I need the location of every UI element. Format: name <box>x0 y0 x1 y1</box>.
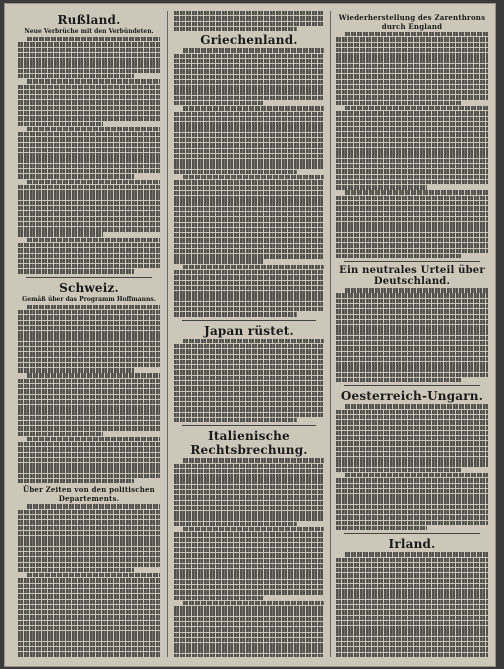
section-heading-neutrales-urteil: Ein neutrales Urteil über Deutschland. <box>339 265 485 288</box>
section-heading-schweiz: Schweiz. <box>59 280 119 295</box>
section-divider <box>344 533 480 534</box>
article-text <box>174 339 324 423</box>
section-heading-griechenland: Griechenland. <box>200 33 298 48</box>
article-text <box>18 305 160 484</box>
section-divider <box>182 425 316 426</box>
section-heading-oesterreich: Oesterreich-Ungarn. <box>340 389 484 404</box>
article-text <box>174 458 324 657</box>
section-subheading: Gemäß über das Programm Hoffmanns. <box>22 295 156 303</box>
column-1 <box>18 11 160 657</box>
article-text <box>336 32 488 258</box>
column-2 <box>174 11 324 657</box>
article-text <box>174 48 324 316</box>
column-rule <box>167 11 168 657</box>
article-text <box>174 11 324 31</box>
section-heading-departements: Über Zeiten von den politischen Departements. <box>23 485 155 504</box>
section-divider <box>182 320 316 321</box>
section-divider <box>344 385 480 386</box>
section-heading-russland: Rußland. <box>57 13 121 27</box>
article-text <box>18 504 160 657</box>
section-heading-japan: Japan rüstet. <box>204 323 294 338</box>
article-text <box>336 288 488 382</box>
column-3 <box>336 11 488 657</box>
column-rule <box>330 11 331 657</box>
article-text <box>336 404 488 530</box>
section-divider <box>344 261 480 262</box>
article-text <box>18 37 160 274</box>
section-subheading: Neue Verbrüche mit den Verbündeten. <box>24 28 154 35</box>
newspaper-page <box>4 3 496 667</box>
section-heading-italienische: Italienische Rechtsbrechung. <box>190 429 308 458</box>
section-divider <box>26 277 152 278</box>
article-text <box>336 552 488 657</box>
section-heading-zarenthron: Wiederherstellung des Zarenthrons durch England <box>338 13 486 31</box>
section-heading-irland: Irland. <box>388 537 436 552</box>
